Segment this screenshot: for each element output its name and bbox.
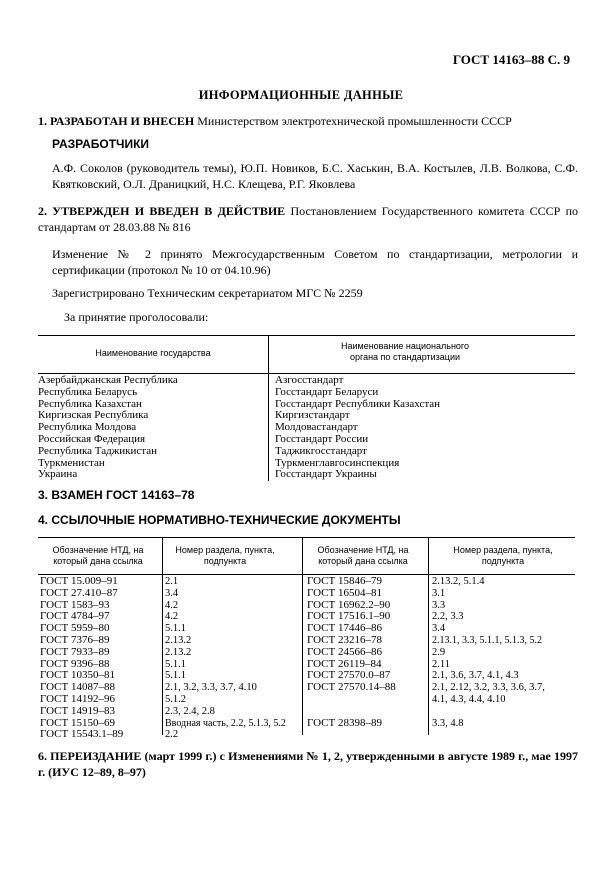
ref-doc: ГОСТ 24566–86 — [307, 645, 382, 658]
ref-point: 3.3, 4.8 — [432, 717, 464, 729]
ref-point: 2.1, 2.12, 3.2, 3.3, 3.6, 3.7, — [432, 682, 545, 694]
voting-body: Госстандарт Украины — [275, 468, 377, 481]
ref-point: 2.3, 2.4, 2.8 — [165, 705, 215, 717]
ref-doc: ГОСТ 16504–81 — [307, 586, 382, 599]
section-2-heading: УТВЕРЖДЕН И ВВЕДЕН В ДЕЙСТВИЕ — [52, 204, 286, 218]
refs-table-divider-1 — [162, 537, 163, 735]
page-reference: ГОСТ 14163–88 С. 9 — [452, 52, 570, 67]
ref-point: 4.2 — [165, 599, 179, 611]
ref-doc: ГОСТ 9396–88 — [40, 657, 110, 670]
developers-names: А.Ф. Соколов (руководитель темы), Ю.П. Новиков, Б.С. Хаськин, В.А. Костылев, Л.В. Волкова, С.Ф. Квятковский, О.Л. Драницкий, Н.С. Клещева, Р.Г. Яковлева — [52, 161, 578, 191]
ref-point: 2.1, 3.6, 3.7, 4.1, 4.3 — [432, 670, 519, 682]
voting-states-column — [38, 375, 178, 481]
ref-doc: ГОСТ 15543.1–89 — [40, 728, 124, 741]
section-6-number: 6. — [38, 749, 47, 763]
ref-doc: ГОСТ 7376–89 — [40, 633, 110, 646]
voted-label: За принятие проголосовали: — [64, 310, 209, 324]
refs-right-points-column — [432, 576, 545, 729]
refs-header-point-right: Номер раздела, пункта, подпункта — [453, 545, 553, 566]
ref-doc: ГОСТ 27570.14–88 — [307, 681, 396, 694]
ref-doc: ГОСТ 26119–84 — [307, 657, 382, 670]
ref-doc: ГОСТ 17516.1–90 — [307, 610, 391, 623]
ref-doc — [307, 706, 396, 718]
section-1 — [38, 113, 578, 129]
refs-left-docs-column — [40, 576, 123, 741]
ref-point: Вводная часть, 2.2, 5.1.3, 5.2 — [165, 717, 286, 729]
refs-header-doc-right: Обозначение НТД, на который дана ссылка — [317, 545, 409, 566]
voting-bodies-column — [275, 375, 440, 481]
ref-point: 2.13.2, 5.1.4 — [432, 576, 485, 587]
ref-doc: ГОСТ 10350–81 — [40, 669, 115, 682]
ref-point: 3.3 — [432, 599, 446, 611]
ref-point: 2.13.1, 3.3, 5.1.1, 5.1.3, 5.2 — [432, 634, 542, 646]
ref-doc: ГОСТ 23216–78 — [307, 633, 382, 646]
voting-table-body-divider — [268, 373, 269, 481]
voting-state: Киргизская Республика — [38, 409, 149, 422]
ref-point: 2.13.2 — [165, 634, 192, 646]
voting-body: Азгосстандарт — [275, 374, 344, 386]
section-1-number: 1. — [38, 114, 47, 128]
section-4-number: 4. — [38, 513, 49, 527]
voting-body: Туркменглавгосинспекция — [275, 456, 400, 469]
ref-doc: ГОСТ 4784–97 — [40, 610, 110, 623]
ref-doc: ГОСТ 14192–96 — [40, 692, 115, 705]
voting-table-divider — [268, 335, 269, 373]
ref-point: 3.1 — [432, 587, 446, 599]
voting-body: Киргизстандарт — [275, 409, 350, 422]
ref-doc: ГОСТ 15.009–91 — [40, 575, 118, 587]
ref-doc: ГОСТ 16962.2–90 — [307, 598, 391, 611]
voting-state: Республика Молдова — [38, 421, 137, 434]
voting-header-body: Наименование национального органа по стандартизации — [340, 341, 470, 362]
refs-table-top-rule — [38, 537, 575, 538]
voting-state: Республика Казахстан — [38, 397, 142, 410]
section-2-text: Постановлением Государственного комитета СССР по стандартам от 28.03.88 № 816 — [38, 204, 579, 234]
ref-point: 5.1.1 — [165, 658, 186, 670]
ref-doc: ГОСТ 1583–93 — [40, 598, 110, 611]
voting-state: Азербайджанская Республика — [38, 374, 178, 386]
voting-body: Молдовастандарт — [275, 421, 358, 434]
refs-table-divider-2 — [302, 537, 303, 735]
page-title: ИНФОРМАЦИОННЫЕ ДАННЫЕ — [198, 88, 404, 102]
ref-doc: ГОСТ 14087–88 — [40, 681, 115, 694]
ref-doc: ГОСТ 7933–89 — [40, 645, 110, 658]
section-3-number: 3. — [38, 488, 49, 502]
voting-body: Госстандарт России — [275, 432, 369, 445]
voting-state: Российская Федерация — [38, 432, 146, 445]
ref-point: 2.2 — [165, 729, 179, 741]
voting-state: Туркменистан — [38, 456, 105, 469]
refs-left-points-column — [165, 576, 286, 741]
voting-state: Республика Беларусь — [38, 385, 138, 398]
ref-point: 5.1.1 — [165, 623, 186, 635]
ref-point: 5.1.2 — [165, 693, 186, 705]
ref-point: 4.1, 4.3, 4.4, 4.10 — [432, 693, 506, 705]
ref-point: 5.1.1 — [165, 670, 186, 682]
ref-point: 3.4 — [165, 587, 179, 599]
ref-doc: ГОСТ 27.410–87 — [40, 586, 118, 599]
section-6-text: с Изменениями № 1, 2, утвержденными в августе 1989 г., мае 1997 г. (ИУС 12–89, 8–97) — [38, 749, 578, 779]
voting-body: Госстандарт Беларуси — [275, 385, 379, 398]
section-6 — [38, 748, 578, 780]
section-3 — [38, 487, 578, 503]
ref-point: 3.4 — [432, 623, 446, 635]
ref-point: 2.2, 3.3 — [432, 611, 464, 623]
change-2-note: Изменение № 2 принято Межгосударственным Советом по стандартизации, метрологии и сертификации (протокол № 10 от 04.10.96) — [52, 247, 578, 277]
ref-point — [432, 706, 545, 718]
ref-doc: ГОСТ 28398–89 — [307, 716, 382, 729]
section-4 — [38, 513, 401, 527]
ref-doc: ГОСТ 5959–80 — [40, 622, 110, 635]
section-6-heading: ПЕРЕИЗДАНИЕ (март 1999 г.) — [50, 749, 217, 763]
ref-doc: ГОСТ 17446–86 — [307, 622, 382, 635]
voting-body: Таджикгосстандарт — [275, 444, 367, 457]
ref-point: 2.1, 3.2, 3.3, 3.7, 4.10 — [165, 682, 257, 694]
ref-doc — [307, 694, 396, 706]
registration-note: Зарегистрировано Техническим секретариатом МГС № 2259 — [52, 286, 363, 300]
ref-doc: ГОСТ 14919–83 — [40, 704, 115, 717]
section-2-number: 2. — [38, 204, 47, 218]
refs-header-doc-left: Обозначение НТД, на который дана ссылка — [52, 545, 144, 566]
voting-table-top-rule — [38, 335, 575, 336]
section-2 — [38, 203, 578, 235]
ref-point: 2.11 — [432, 658, 450, 670]
section-4-text: ССЫЛОЧНЫЕ НОРМАТИВНО-ТЕХНИЧЕСКИЕ ДОКУМЕНТЫ — [51, 513, 401, 527]
voting-state: Республика Таджикистан — [38, 444, 157, 457]
voting-header-state: Наименование государства — [95, 348, 211, 358]
ref-doc: ГОСТ 15150–69 — [40, 716, 115, 729]
voting-body: Госстандарт Республики Казахстан — [275, 397, 441, 410]
refs-table-divider-3 — [428, 537, 429, 735]
section-1-heading: РАЗРАБОТАН И ВНЕСЕН — [50, 114, 195, 128]
section-3-text: ВЗАМЕН ГОСТ 14163–78 — [51, 488, 195, 502]
ref-point: 2.9 — [432, 646, 446, 658]
section-1-text: Министерством электротехнической промышленности СССР — [194, 114, 512, 128]
developers-heading: РАЗРАБОТЧИКИ — [52, 137, 150, 151]
refs-header-point-left: Номер раздела, пункта, подпункта — [175, 545, 275, 566]
voting-state: Украина — [38, 468, 78, 481]
ref-doc: ГОСТ 15846–79 — [307, 575, 382, 587]
ref-point: 4.2 — [165, 611, 179, 623]
refs-right-docs-column — [307, 576, 396, 729]
ref-point: 2.1 — [165, 576, 179, 587]
ref-doc: ГОСТ 27570.0–87 — [307, 669, 391, 682]
ref-point: 2.13.2 — [165, 646, 192, 658]
